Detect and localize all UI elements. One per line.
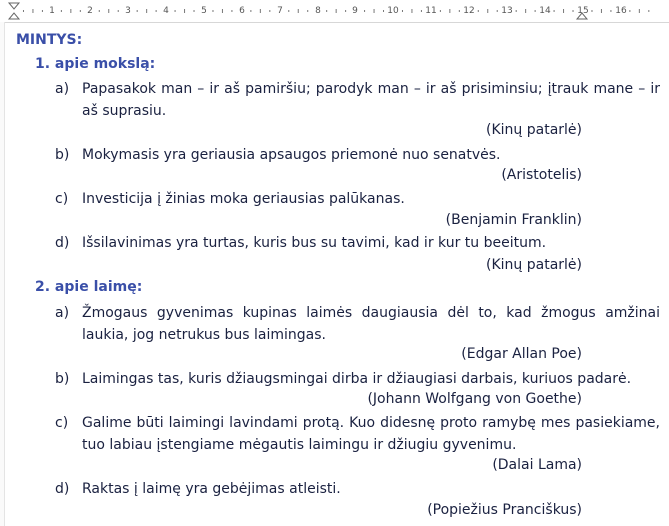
ruler-number: 3 <box>125 6 131 16</box>
item-text: Išsilavinimas yra turtas, kuris bus su tavimi, kad ir kur tu beeitum. <box>82 235 547 251</box>
item-letter: a) <box>55 305 70 321</box>
item-author: (Benjamin Franklin) <box>445 212 582 228</box>
item-letter: d) <box>55 235 70 251</box>
ruler-number: 8 <box>315 6 321 16</box>
item-author: (Dalai Lama) <box>492 457 582 473</box>
list-item <box>55 302 660 346</box>
list-item <box>55 188 660 210</box>
ruler-number: 5 <box>201 6 207 16</box>
ruler-number: 11 <box>425 6 437 16</box>
hanging-indent-marker[interactable] <box>9 13 19 19</box>
list-item <box>55 368 660 390</box>
ruler-number: 9 <box>352 6 358 16</box>
list-item <box>55 478 660 500</box>
ruler-number: 2 <box>87 6 93 16</box>
ruler-number: 10 <box>387 6 399 16</box>
ruler-number: 15 <box>577 6 589 16</box>
item-text: Galime būti laimingi lavindami protą. Kuo didesnę proto ramybę mes pasiekiame, tuo labiau įstengiame mėgautis laimingu ir džiugiu gyvenimu. <box>82 415 660 453</box>
item-letter: c) <box>55 191 69 207</box>
horizontal-ruler[interactable] <box>0 0 669 23</box>
item-letter: d) <box>55 481 70 497</box>
first-line-indent-marker[interactable] <box>9 3 19 9</box>
list-item <box>55 412 660 456</box>
section-title-science: 1. apie mokslą: <box>35 56 156 72</box>
ruler-number: 6 <box>239 6 245 16</box>
item-letter: a) <box>55 81 70 97</box>
ruler-ticks <box>0 0 669 22</box>
ruler-number: 14 <box>539 6 551 16</box>
item-author: (Popiežius Pranciškus) <box>427 502 582 518</box>
item-letter: b) <box>55 147 70 163</box>
item-letter: b) <box>55 371 70 387</box>
ruler-number: 12 <box>463 6 475 16</box>
item-text: Laimingas tas, kuris džiaugsmingai dirba ir džiaugiasi darbais, kuriuos padarė. <box>82 371 632 387</box>
item-text: Raktas į laimę yra gebėjimas atleisti. <box>82 481 341 497</box>
item-author: (Aristotelis) <box>501 167 582 183</box>
ruler-number: 7 <box>277 6 283 16</box>
item-author: (Kinų patarlė) <box>486 257 582 273</box>
list-item <box>55 232 660 254</box>
item-text: Mokymasis yra geriausia apsaugos priemonė nuo senatvės. <box>82 147 501 163</box>
page-heading: MINTYS: <box>16 32 83 48</box>
item-text: Žmogaus gyvenimas kupinas laimės daugiausia dėl to, kad žmogus amžinai laukia, jog netrukus bus laimingas. <box>82 305 660 343</box>
item-text: Investicija į žinias moka geriausias palūkanas. <box>82 191 405 207</box>
item-author: (Johann Wolfgang von Goethe) <box>367 391 582 407</box>
item-author: (Edgar Allan Poe) <box>461 346 582 362</box>
ruler-number: 13 <box>501 6 513 16</box>
item-author: (Kinų patarlė) <box>486 122 582 138</box>
item-letter: c) <box>55 415 69 431</box>
ruler-number: 4 <box>163 6 169 16</box>
list-item <box>55 78 660 122</box>
list-item <box>55 144 660 166</box>
ruler-number: 1 <box>49 6 55 16</box>
section-title-happiness: 2. apie laimę: <box>35 279 143 295</box>
ruler-number: 16 <box>615 6 627 16</box>
item-text: Papasakok man – ir aš pamiršiu; parodyk man – ir aš prisiminsiu; įtrauk mane – ir aš suprasiu. <box>82 81 660 119</box>
vertical-ruler <box>0 22 5 526</box>
